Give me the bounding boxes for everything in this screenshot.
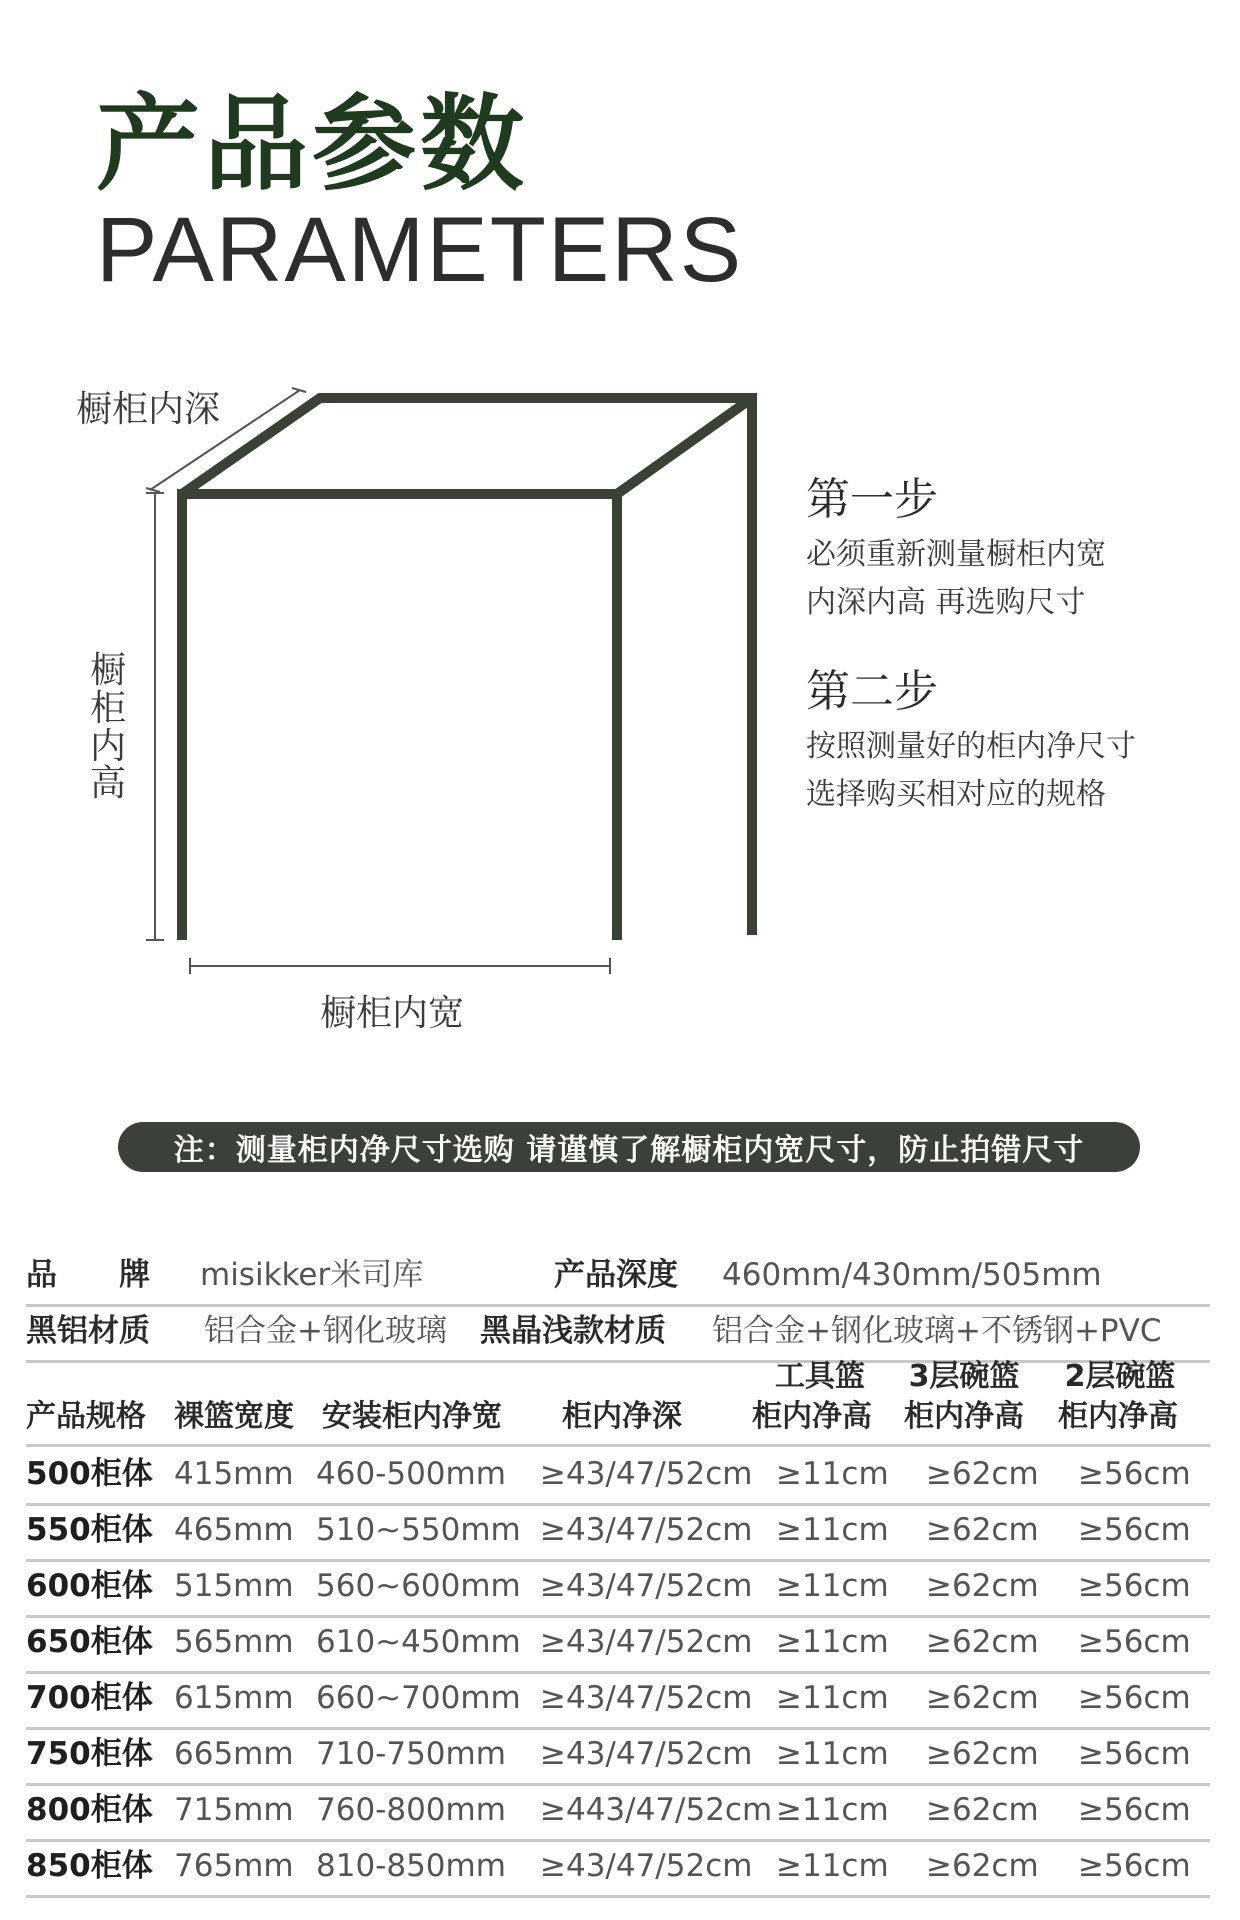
header-bowl2-basket: 2层碗篮: [1064, 1359, 1176, 1394]
table-cell-model: 600柜体: [26, 1568, 153, 1604]
crystal-material-value: 铝合金+钢化玻璃+不锈钢+PVC: [712, 1313, 1162, 1349]
measurement-note-banner: 注：测量柜内净尺寸选购 请谨慎了解橱柜内宽尺寸，防止拍错尺寸: [118, 1122, 1140, 1172]
header-basket-width: 裸篮宽度: [174, 1399, 294, 1434]
table-cell-basket: 665mm: [174, 1736, 294, 1772]
table-cell-depth: ≥43/47/52cm: [540, 1736, 753, 1772]
table-cell-basket: 515mm: [174, 1568, 294, 1604]
table-cell-basket: 415mm: [174, 1456, 294, 1492]
table-row: [26, 1727, 1210, 1786]
table-cell-tool: ≥11cm: [776, 1456, 889, 1492]
table-cell-bowl2: ≥56cm: [1078, 1568, 1191, 1604]
table-cell-bowl3: ≥62cm: [926, 1456, 1039, 1492]
table-cell-depth: ≥43/47/52cm: [540, 1456, 753, 1492]
table-cell-depth: ≥443/47/52cm: [540, 1792, 773, 1828]
table-cell-model: 500柜体: [26, 1456, 153, 1492]
table-cell-bowl3: ≥62cm: [926, 1568, 1039, 1604]
table-cell-basket: 715mm: [174, 1792, 294, 1828]
table-cell-install: 560~600mm: [316, 1568, 521, 1604]
table-cell-tool: ≥11cm: [776, 1792, 889, 1828]
table-cell-bowl2: ≥56cm: [1078, 1736, 1191, 1772]
depth-spec-label: 产品深度: [554, 1257, 678, 1293]
table-cell-tool: ≥11cm: [776, 1512, 889, 1548]
table-cell-install: 810-850mm: [316, 1848, 506, 1884]
table-cell-install: 710-750mm: [316, 1736, 506, 1772]
brand-value: misikker米司库: [200, 1257, 424, 1293]
table-cell-tool: ≥11cm: [776, 1736, 889, 1772]
table-row: [26, 1559, 1210, 1618]
table-cell-install: 610~450mm: [316, 1624, 521, 1660]
height-label: 橱柜内高: [89, 650, 126, 805]
header-bowl3-height: 柜内净高: [904, 1399, 1024, 1434]
step-one-line-2: 内深内高 再选购尺寸: [806, 585, 1086, 620]
table-row: [26, 1783, 1210, 1842]
table-cell-bowl3: ≥62cm: [926, 1680, 1039, 1716]
step-two-title: 第二步: [806, 666, 938, 717]
table-cell-bowl2: ≥56cm: [1078, 1680, 1191, 1716]
material-label: 黑铝材质: [26, 1313, 150, 1349]
table-cell-tool: ≥11cm: [776, 1680, 889, 1716]
table-cell-depth: ≥43/47/52cm: [540, 1680, 753, 1716]
table-cell-depth: ≥43/47/52cm: [540, 1512, 753, 1548]
step-one-title: 第一步: [806, 474, 938, 525]
table-row: [26, 1671, 1210, 1730]
step-two: [806, 666, 1136, 812]
step-one-line-1: 必须重新测量橱柜内宽: [806, 537, 1106, 572]
step-two-line-2: 选择购买相对应的规格: [806, 777, 1106, 812]
table-cell-bowl2: ≥56cm: [1078, 1456, 1191, 1492]
depth-spec-value: 460mm/430mm/505mm: [722, 1257, 1102, 1293]
step-one: [806, 474, 1106, 620]
header-install-width: 安装柜内净宽: [322, 1399, 502, 1434]
header-spec: 产品规格: [26, 1399, 146, 1434]
width-label: 橱柜内宽: [320, 993, 465, 1034]
table-cell-model: 550柜体: [26, 1512, 153, 1548]
table-cell-model: 700柜体: [26, 1680, 153, 1716]
table-cell-tool: ≥11cm: [776, 1624, 889, 1660]
table-cell-basket: 465mm: [174, 1512, 294, 1548]
table-cell-depth: ≥43/47/52cm: [540, 1848, 753, 1884]
header-bowl3-basket: 3层碗篮: [908, 1359, 1020, 1394]
table-cell-install: 460-500mm: [316, 1456, 506, 1492]
table-row: [26, 1447, 1210, 1506]
table-cell-model: 750柜体: [26, 1736, 153, 1772]
spec-table-header: [26, 1360, 1210, 1447]
crystal-material-label: 黑晶浅款材质: [480, 1313, 666, 1349]
page-title-en: PARAMETERS: [96, 199, 744, 301]
material-value: 铝合金+钢化玻璃: [204, 1313, 447, 1349]
table-cell-install: 510~550mm: [316, 1512, 521, 1548]
header-inner-depth: 柜内净深: [562, 1399, 682, 1434]
info-row-material: [26, 1304, 1210, 1363]
info-row-brand: [26, 1248, 1210, 1307]
table-cell-basket: 565mm: [174, 1624, 294, 1660]
table-cell-bowl2: ≥56cm: [1078, 1848, 1191, 1884]
page-title-cn: 产品参数: [96, 83, 529, 205]
table-cell-bowl3: ≥62cm: [926, 1624, 1039, 1660]
table-cell-depth: ≥43/47/52cm: [540, 1624, 753, 1660]
table-cell-install: 660~700mm: [316, 1680, 521, 1716]
table-cell-bowl2: ≥56cm: [1078, 1792, 1191, 1828]
table-cell-depth: ≥43/47/52cm: [540, 1568, 753, 1604]
depth-label: 橱柜内深: [76, 389, 221, 430]
table-cell-bowl3: ≥62cm: [926, 1512, 1039, 1548]
table-cell-basket: 615mm: [174, 1680, 294, 1716]
step-two-line-1: 按照测量好的柜内净尺寸: [806, 729, 1136, 764]
table-cell-model: 650柜体: [26, 1624, 153, 1660]
table-cell-bowl3: ≥62cm: [926, 1848, 1039, 1884]
table-row: [26, 1503, 1210, 1562]
table-cell-tool: ≥11cm: [776, 1848, 889, 1884]
table-cell-model: 800柜体: [26, 1792, 153, 1828]
table-cell-bowl3: ≥62cm: [926, 1736, 1039, 1772]
table-cell-model: 850柜体: [26, 1848, 153, 1884]
table-cell-bowl2: ≥56cm: [1078, 1624, 1191, 1660]
table-cell-bowl2: ≥56cm: [1078, 1512, 1191, 1548]
table-row: [26, 1615, 1210, 1674]
header-tool-height: 柜内净高: [752, 1399, 872, 1434]
header-tool-basket: 工具篮: [775, 1359, 865, 1394]
table-row: [26, 1839, 1210, 1898]
table-cell-bowl3: ≥62cm: [926, 1792, 1039, 1828]
table-cell-tool: ≥11cm: [776, 1568, 889, 1604]
table-cell-basket: 765mm: [174, 1848, 294, 1884]
header-bowl2-height: 柜内净高: [1058, 1399, 1178, 1434]
brand-label: 品 牌: [26, 1257, 150, 1293]
table-cell-install: 760-800mm: [316, 1792, 506, 1828]
cabinet-outline: [182, 398, 752, 940]
